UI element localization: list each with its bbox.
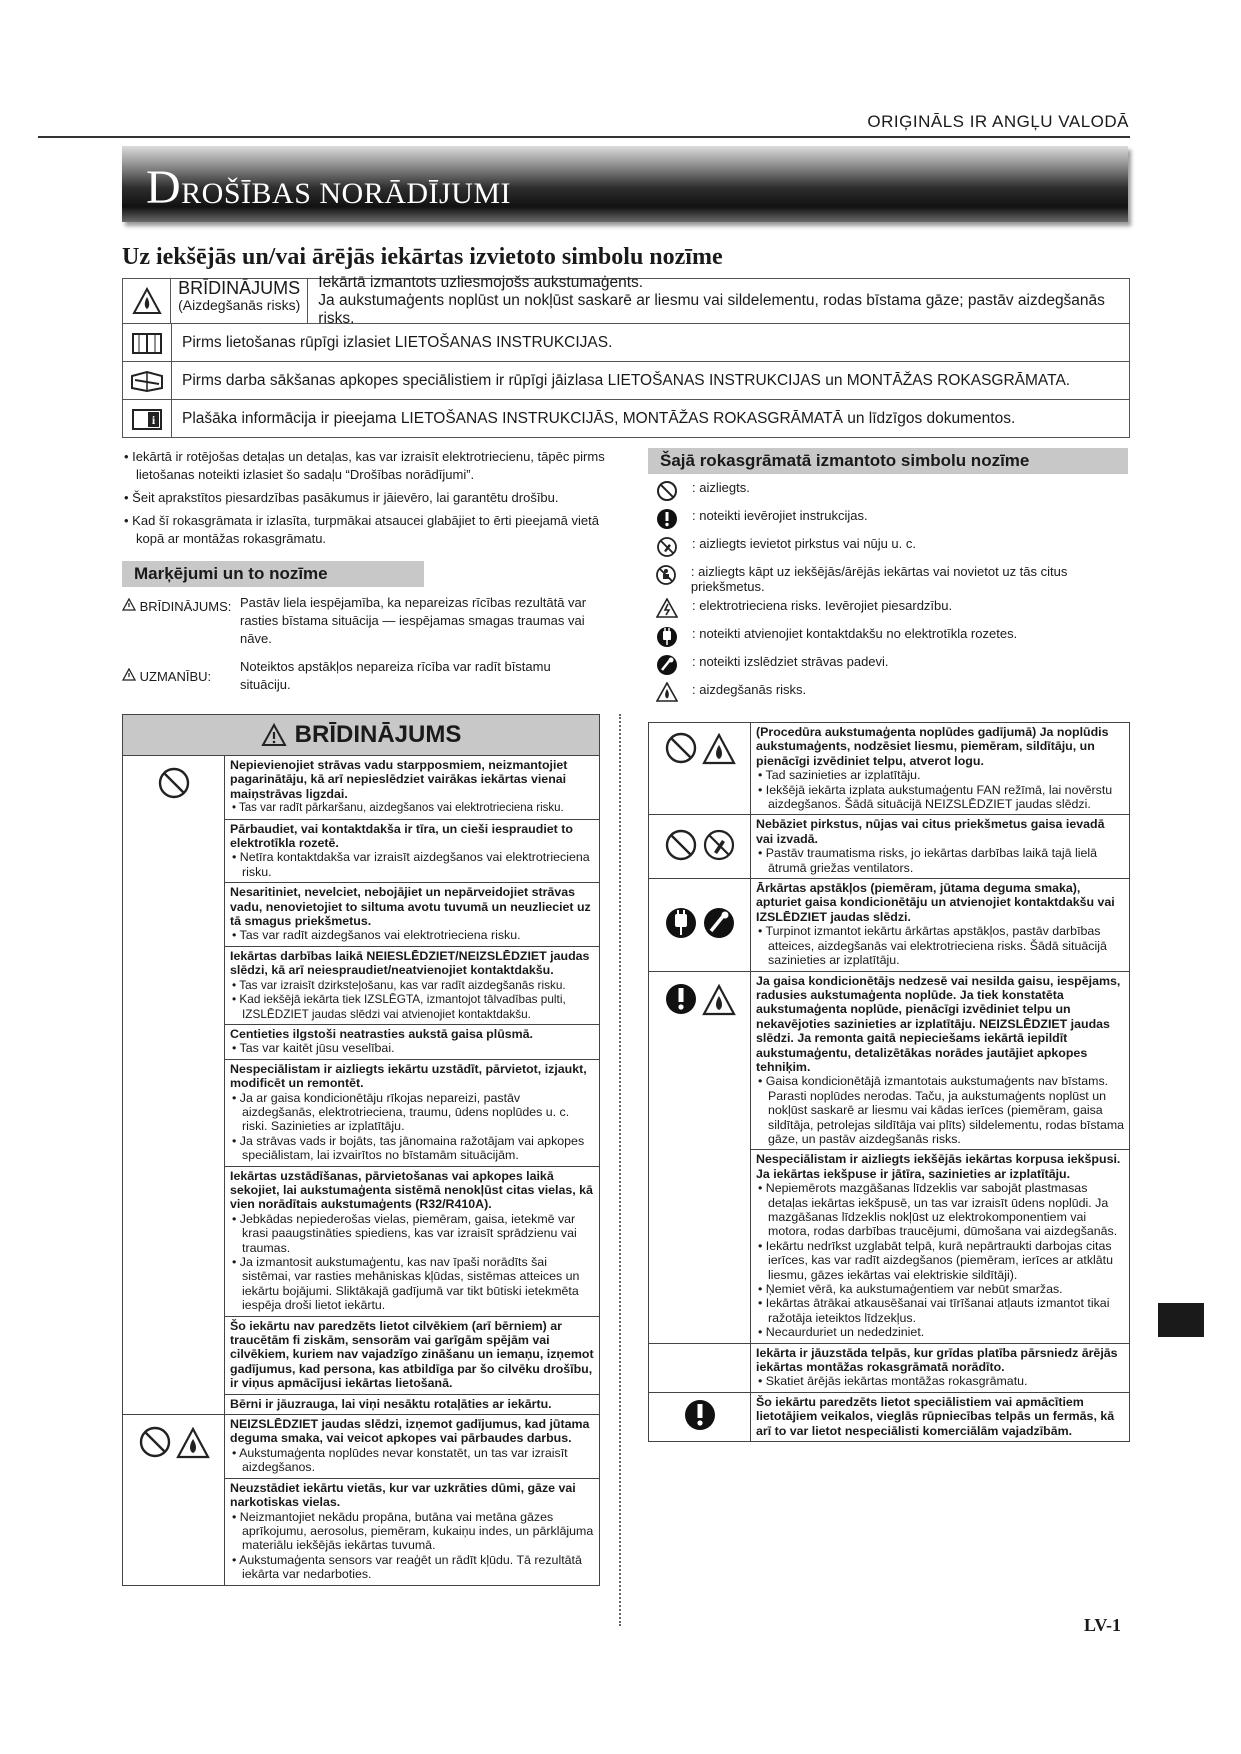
- book-icon: [123, 324, 172, 361]
- warning-row: Pārbaudiet, vai kontaktdakša ir tīra, un cieši iespraudiet to elektrotīkla rozetē. • Netīra kontaktdakša var izraisīt aizdegšanos vai elektrotrieciena risku.: [123, 819, 600, 883]
- svg-text:i: i: [151, 412, 156, 427]
- manual-row-text: Pirms lietošanas rūpīgi izlasiet LIETOŠANAS INSTRUKCIJAS.: [182, 333, 613, 351]
- no-climbing-icon: [655, 564, 677, 586]
- prohibited-icon: [656, 480, 678, 502]
- intro-item: • Kad šī rokasgrāmata ir izlasīta, turpmākai atsaucei glabājiet to ērti pieejamā vietā kopā ar montāžas rokasgrāmatu.: [124, 513, 599, 546]
- intro-bullets: [122, 448, 612, 553]
- marking-caution-text: Noteiktos apstākļos nepareiza rīcība var radīt bīstamu situāciju.: [240, 659, 551, 692]
- warning-row: Ārkārtas apstākļos (piemēram, jūtama deguma smaka), apturiet gaisa kondicionētāju un atvienojiet kontaktdakšu vai IZSLĒDZIET jaudas slēdzi. • Turpinot izmantot iekārtu ārkārtas apstākļos, pastāv darbības atteices, aizdegšanās vai elektrotrieciena risks. Šādā situācijā sazinieties ar izplatītāju.: [649, 879, 1130, 971]
- symbol-row-warning: [123, 274, 1129, 327]
- info-book-icon: [123, 400, 172, 437]
- electric-shock-icon: [656, 598, 678, 618]
- switch-off-icon: [656, 654, 678, 676]
- warning-row: Neuzstādiet iekārtu vietās, kur var uzkrāties dūmi, gāze vai narkotiskas vielas. • Neizmantojiet nekādu propāna, butāna vai metāna gāzes aprīkojumu, aerosolus, piemēram, kukaiņu indes, un pārklājuma materiālu iekšējās iekārtas tuvumā. • Aukstumaģenta sensors var reaģēt un rādīt kļūdu. Tā rezultātā iekārta var nedarboties.: [123, 1478, 600, 1585]
- warning-row: Bērni ir jāuzrauga, lai viņi nesāktu rotaļāties ar iekārtu.: [123, 1394, 600, 1414]
- warning-row: (Procedūra aukstumaģenta noplūdes gadījumā) Ja noplūdis aukstumaģents, nodzēsiet liesmu, piemēram, sildītāju, un pienācīgi izvēdiniet telpu, atverot logu. • Tad sazinieties ar izplatītāju. • Iekšējā iekārta izplata aukstumaģentu FAN režīmā, lai novērstu aizdegšanos. Šādā situācijā NEIZSLĒDZIET jaudas slēdzi.: [649, 723, 1130, 815]
- warning-text: Iekārtā izmantots uzliesmojošs aukstumaģents. Ja aukstumaģents noplūst un nokļūst saskarē ar liesmu vai sildelementu, rodas bīstama gāze; pastāv aizdegšanās risks.: [318, 274, 1105, 327]
- warning-row: Iekārtas uzstādīšanas, pārvietošanas vai apkopes laikā sekojiet, lai aukstumaģenta sistēmā nenokļūst citas vielas, kā vien norādītais aukstumaģents (R32/R410A). • Jebkādas nepiederošas vielas, piemēram, gaisa, ietekmē var krasi paaugstināties spiediens, kas var izraisīt sprādzienu vai traumas. • Ja izmantosit aukstumaģentu, kas nav īpaši norādīts šai sistēmai, var rasties mehāniskas kļūdas, sistēmas atteices un iekārtu bojājumi. Sliktākajā gadījumā var tikt būtiski ietekmēta iespēja droši lietot iekārtu.: [123, 1166, 600, 1316]
- warning-row: NEIZSLĒDZIET jaudas slēdzi, izņemot gadījumus, kad jūtama deguma smaka, vai veicot apkopes vai pārbaudes darbus. • Aukstumaģenta noplūdes nevar konstatēt, un tas var izraisīt aizdegšanos.: [123, 1415, 600, 1479]
- intro-item: • Šeit aprakstītos piesardzības pasākumus ir jāievēro, lai garantētu drošību.: [124, 490, 559, 505]
- fire-risk-icon: [702, 984, 736, 1016]
- markings-title: Marķējumi un to nozīme: [122, 561, 424, 587]
- unplug-icon: [656, 626, 678, 648]
- page-title: DROŠĪBAS NORĀDĪJUMI: [146, 161, 512, 214]
- warning-row: Nespeciālistam ir aizliegts iekārtu uzstādīt, pārvietot, izjaukt, modificēt un remontēt. • Ja ar gaisa kondicionētāju rīkojas nepareizi, pastāv aizdegšanās, elektrotrieciena, traumu, ūdens noplūdes u. c. riski. Sazinieties ar izplatītāju. • Ja strāvas vads ir bojāts, tas jānomaina ražotājam vai apkopes speciālistam, lai izvairītos no bīstamām situācijām.: [123, 1059, 600, 1166]
- warnings-header: BRĪDINĀJUMS: [122, 714, 600, 755]
- warnings-table-right: [648, 722, 1130, 1442]
- unplug-icon: [664, 906, 698, 940]
- mandatory-icon: [683, 1398, 717, 1432]
- warning-row: Iekārta ir jāuzstāda telpās, kur grīdas platība pārsniedz ārējās iekārtas montāžas rokasgrāmatā norādīto. • Skatiet ārējās iekārtas montāžas rokasgrāmatu.: [649, 1343, 1130, 1392]
- marking-warning-label: BRĪDINĀJUMS:: [122, 594, 240, 648]
- switch-off-icon: [702, 906, 736, 940]
- legend-item: : elektrotrieciena risks. Ievērojiet piesardzību.: [650, 598, 1130, 626]
- warning-triangle-icon: [122, 598, 136, 611]
- marking-warning: [122, 594, 612, 648]
- prohibited-icon: [664, 731, 698, 765]
- fire-risk-icon: [702, 733, 736, 765]
- markings-list: [122, 594, 612, 694]
- fire-risk-icon: [656, 682, 678, 702]
- warning-heading: BRĪDINĀJUMS (Aizdegšanās risks): [171, 279, 308, 323]
- fire-warning-icon: [123, 279, 171, 323]
- unit-symbols-table: [122, 274, 1130, 438]
- service-manual-icon: [123, 362, 172, 399]
- legend-title: Šajā rokasgrāmatā izmantoto simbolu nozīme: [648, 448, 1128, 474]
- legend-item: : aizliegts.: [650, 480, 1130, 508]
- fire-risk-icon: [176, 1427, 210, 1459]
- warning-row: Nepievienojiet strāvas vadu starpposmiem, neizmantojiet pagarinātāju, kā arī nepieslēdziet vairākas iekārtas vienai maiņstrāvas ligzdai. • Tas var radīt pārkaršanu, aizdegšanos vai elektrotrieciena risku.: [123, 756, 600, 820]
- caution-triangle-icon: [122, 668, 136, 681]
- prohibited-icon: [138, 1425, 172, 1459]
- original-language-note: ORIĢINĀLS IR ANGĻU VALODĀ: [867, 112, 1129, 131]
- marking-caution: [122, 658, 612, 694]
- prohibited-icon: [664, 828, 698, 862]
- prohibited-icon: [157, 766, 191, 800]
- warning-row: Iekārtas darbības laikā NEIESLĒDZIET/NEIZSLĒDZIET jaudas slēdzi, kā arī neiespraudiet/neatvienojiet kontaktdakšu. • Tas var izraisīt dzirksteļošanu, kas var radīt aizdegšanās risku. • Kad iekšējā iekārta tiek IZSLĒGTA, izmantojot tālvadības pulti, IZSLĒDZIET jaudas slēdzi vai atvienojiet kontaktdakšu.: [123, 946, 600, 1024]
- header-rule: [38, 136, 1130, 138]
- legend-item: : aizliegts ievietot pirkstus vai nūju u. c.: [650, 536, 1130, 564]
- intro-item: • Iekārtā ir rotējošas detaļas un detaļas, kas var izraisīt elektrotriecienu, tāpēc pirms lietošanas noteikti izlasiet šo sadaļu “Drošības norādījumi”.: [124, 449, 605, 482]
- section-subtitle: Uz iekšējās un/vai ārējās iekārtas izvietoto simbolu nozīme: [122, 244, 723, 270]
- language-tab: [1158, 1303, 1204, 1337]
- warning-row: Šo iekārtu paredzēts lietot speciālistiem vai apmācītiem lietotājiem veikalos, vieglās rūpniecības telpās un fermās, kā arī to var lietot nespeciālisti komerciālām vajadzībām.: [649, 1392, 1130, 1441]
- warning-row: Šo iekārtu nav paredzēts lietot cilvēkiem (arī bērniem) ar traucētām fi ziskām, sensorām vai garīgām spējām vai cilvēkiem, kuriem nav vajadzīgo zināšanu un iemaņu, izņemot gadījumus, kad persona, kas atbildīga par šo cilvēku drošību, ir viņus apmācījusi iekārtas lietošanā.: [123, 1316, 600, 1394]
- info-row-text: Plašāka informācija ir pieejama LIETOŠANAS INSTRUKCIJĀS, MONTĀŽAS ROKASGRĀMATĀ un līdzīgos dokumentos.: [182, 409, 1016, 427]
- marking-warning-text: Pastāv liela iespējamība, ka nepareizas rīcības rezultātā var rasties bīstama situācija — iespējamas smagas traumas vai nāve.: [240, 595, 587, 646]
- symbol-legend: [650, 480, 1130, 710]
- legend-item: : noteikti izslēdziet strāvas padevi.: [650, 654, 1130, 682]
- column-divider: [619, 714, 621, 1626]
- symbol-row-service: [123, 362, 1129, 400]
- warning-row: Centieties ilgstoši neatrasties aukstā gaisa plūsmā. • Tas var kaitēt jūsu veselībai.: [123, 1024, 600, 1059]
- legend-item: : noteikti ievērojiet instrukcijas.: [650, 508, 1130, 536]
- symbol-row-info: [123, 400, 1129, 437]
- symbol-row-manual: [123, 324, 1129, 362]
- warning-triangle-icon: [261, 723, 287, 747]
- legend-item: : aizdegšanās risks.: [650, 682, 1130, 710]
- mandatory-icon: [656, 508, 678, 530]
- warning-row: Nebāziet pirkstus, nūjas vai citus priekšmetus gaisa ievadā vai izvadā. • Pastāv traumatisma risks, jo iekārtas darbības laikā tajā lielā ātrumā griežas ventilators.: [649, 815, 1130, 879]
- no-fingers-icon: [702, 828, 736, 862]
- service-row-text: Pirms darba sākšanas apkopes speciālistiem ir rūpīgi jāizlasa LIETOŠANAS INSTRUKCIJAS un MONTĀŽAS ROKASGRĀMATA.: [182, 371, 1071, 389]
- no-fingers-icon: [656, 536, 678, 558]
- legend-item: : noteikti atvienojiet kontaktdakšu no elektrotīkla rozetes.: [650, 626, 1130, 654]
- warnings-table-left: [122, 714, 600, 1586]
- marking-caution-label: UZMANĪBU:: [122, 658, 240, 694]
- legend-item: : aizliegts kāpt uz iekšējās/ārējās iekārtas vai novietot uz tās citus priekšmetus.: [650, 564, 1130, 598]
- warning-row: Nespeciālistam ir aizliegts iekšējās iekārtas korpusa iekšpusi. Ja iekārtas iekšpuse ir jātīra, sazinieties ar izplatītāju. • Nepiemērots mazgāšanas līdzeklis var sabojāt plastmasas detaļas iekārtas iekšpusē, un tas var izraisīt ūdens noplūdi. Ja mazgāšanas līdzeklis nokļūst uz elektrokomponentiem vai motora, rodas darbības traucējumi, dūmošana vai aizdegšanās. • Iekārtu nedrīkst uzglabāt telpā, kurā nepārtraukti darbojas citas ierīces, kas var radīt aizdegšanos (piemēram, ierīces ar atklātu liesmu, gāzes iekārtas vai elektriskie sildītāji). • Ņemiet vērā, ka aukstumaģentiem var nebūt smaržas. • Iekārtas ātrākai atkausēšanai vai tīrīšanai atļauts izmantot tikai ražotāja ieteiktos līdzekļus. • Necaurduriet un nededziniet.: [649, 1150, 1130, 1343]
- warning-row: Ja gaisa kondicionētājs nedzesē vai nesilda gaisu, iespējams, radusies aukstumaģenta noplūde. Ja tiek konstatēta aukstumaģenta noplūde, pienācīgi izvēdiniet telpu un nekavējoties sazinieties ar izplatītāju. NEIZSLĒDZIET jaudas slēdzi. Ja remonta gaitā nepieciešams iekārtā iepildīt aukstumaģentu, detalizētākas norādes jautājiet apkopes tehniķim. • Gaisa kondicionētājā izmantotais aukstumaģents nav bīstams. Parasti noplūdes nerodas. Taču, ja aukstumaģents noplūst un nokļūst saskarē ar liesmu vai kādas ierīces (piemēram, gaisa sildītāja, petrolejas sildītāja vai plīts) sildelementu, rodas bīstama gāze, un pastāv aizdegšanās risks.: [649, 971, 1130, 1150]
- mandatory-icon: [664, 982, 698, 1016]
- warning-row: Nesaritiniet, nevelciet, nebojājiet un nepārveidojiet strāvas vadu, nenovietojiet to siltuma avotu tuvumā un neuzlieciet uz tā smagus priekšmetus. • Tas var radīt aizdegšanos vai elektrotrieciena risku.: [123, 883, 600, 947]
- page-number: LV-1: [1083, 1615, 1121, 1635]
